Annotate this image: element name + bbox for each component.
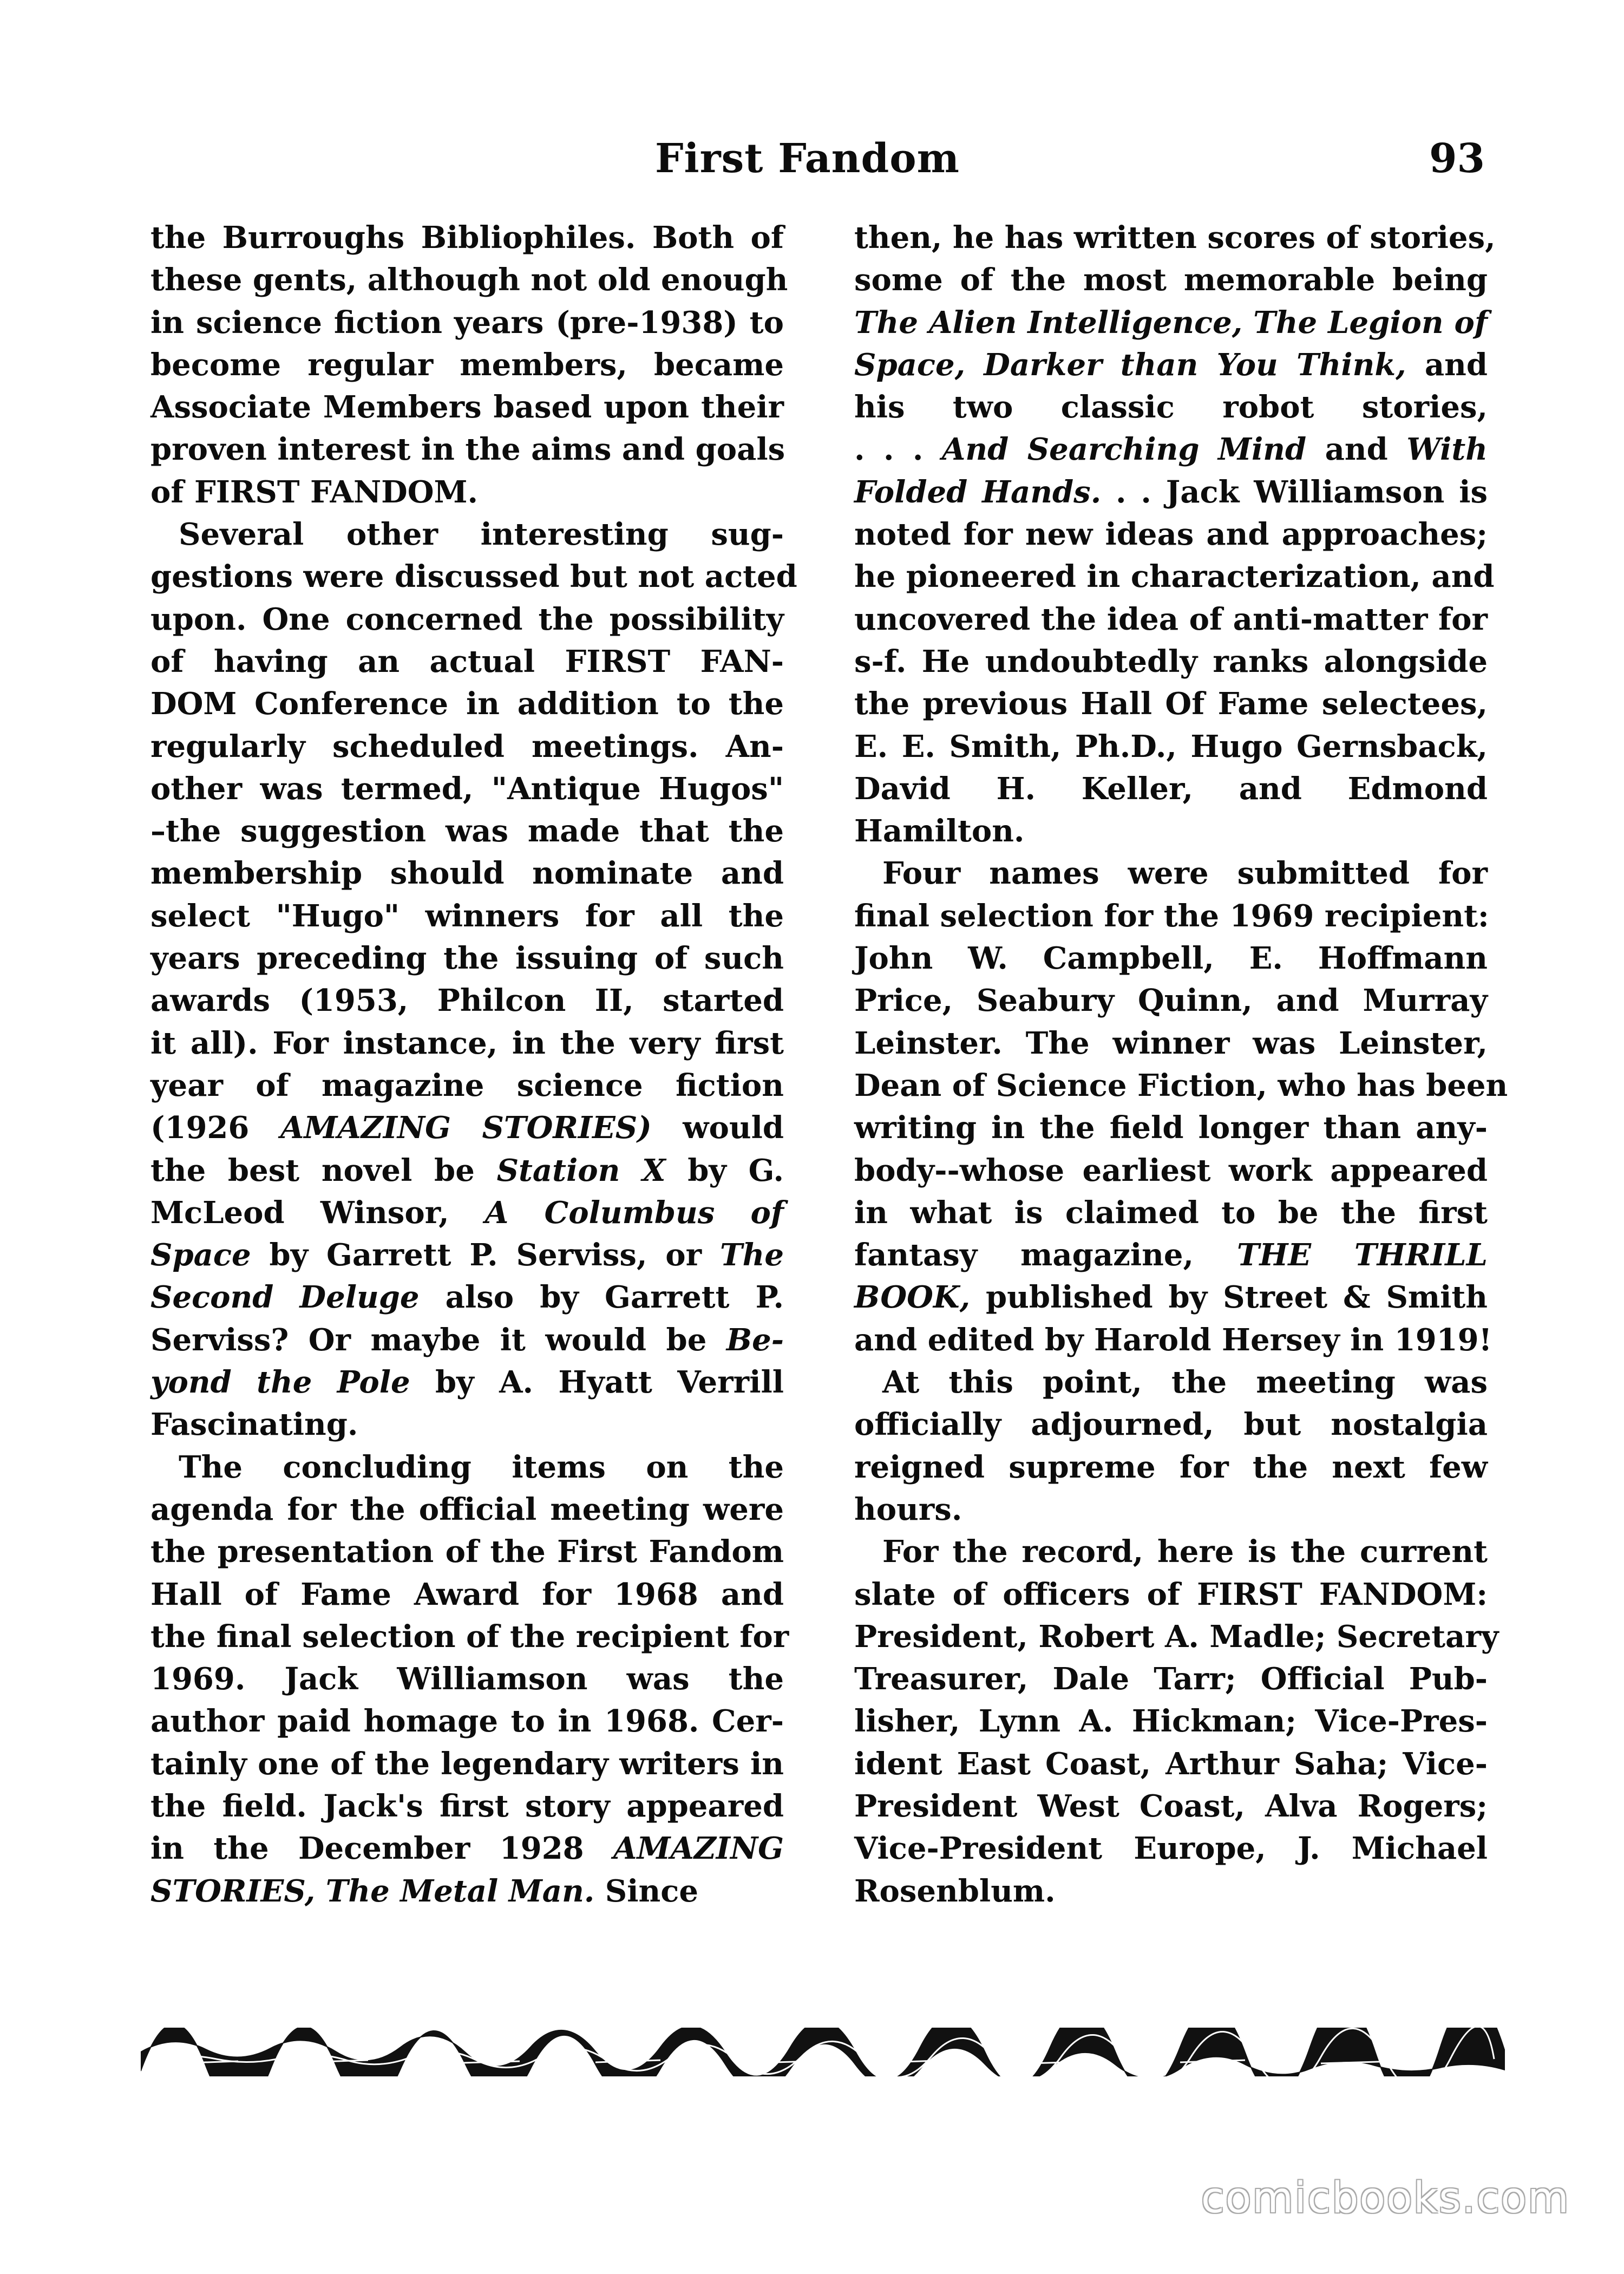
text-run: (1926 xyxy=(150,1110,280,1146)
text-run: McLeod Winsor, xyxy=(150,1194,485,1231)
text-line: At this point, the meeting was xyxy=(882,1364,1488,1401)
text-line: tainly one of the legendary writers in xyxy=(150,1746,784,1782)
text-line xyxy=(150,1276,784,1318)
text-line xyxy=(854,471,1488,513)
text-line xyxy=(854,428,1488,471)
text-line: slate of officers of FIRST FANDOM: xyxy=(854,1576,1488,1612)
page-number: 93 xyxy=(1429,135,1485,182)
text-line: his two classic robot stories, xyxy=(854,389,1488,426)
italic-title: And Searching Mind xyxy=(941,432,1307,468)
italic-title: Second Deluge xyxy=(150,1279,420,1316)
text-line: the final selection of the recipient for xyxy=(150,1618,789,1655)
text-column-left xyxy=(150,217,797,1912)
text-line: John W. Campbell, E. Hoffmann xyxy=(854,940,1488,977)
text-line xyxy=(854,302,1488,344)
italic-title: Space xyxy=(150,1237,251,1273)
text-run: in the December 1928 xyxy=(150,1831,614,1867)
text-line: it all). For instance, in the very first xyxy=(150,1025,784,1061)
text-line: then, he has written scores of stories, xyxy=(854,220,1496,256)
text-line: –the suggestion was made that the xyxy=(150,813,784,850)
italic-title: With xyxy=(1406,432,1488,468)
text-run: . . Jack Williamson is xyxy=(1101,474,1488,510)
text-run: the best novel be xyxy=(150,1152,497,1188)
text-line: membership should nominate and xyxy=(150,855,784,892)
text-line: For the record, here is the current xyxy=(882,1534,1488,1570)
text-line: Four names were submitted for xyxy=(882,855,1488,892)
text-line: Price, Seabury Quinn, and Murray xyxy=(854,983,1488,1019)
text-column-right xyxy=(854,217,1508,1912)
text-line: some of the most memorable being xyxy=(854,262,1488,298)
text-line: regularly scheduled meetings. An- xyxy=(150,728,784,764)
italic-title: The xyxy=(719,1237,784,1273)
text-line: become regular members, became xyxy=(150,347,784,383)
italic-title: The Alien Intelligence, The Legion of xyxy=(854,304,1488,341)
text-line: author paid homage to in 1968. Cer- xyxy=(150,1703,784,1740)
text-line: Rosenblum. xyxy=(854,1873,1056,1909)
text-line: E. E. Smith, Ph.D., Hugo Gernsback, xyxy=(854,728,1488,764)
text-line: President, Robert A. Madle; Secretary xyxy=(854,1618,1499,1655)
text-line: of FIRST FANDOM. xyxy=(150,474,478,510)
text-line: other was termed, "Antique Hugos" xyxy=(150,770,784,807)
text-line: noted for new ideas and approaches; xyxy=(854,517,1488,553)
text-run: by Garrett P. Serviss, or xyxy=(251,1237,720,1273)
text-line: of having an actual FIRST FAN- xyxy=(150,643,784,679)
watermark: comicbooks.com xyxy=(1201,2174,1570,2223)
text-line xyxy=(150,1192,784,1234)
text-run: also by Garrett P. xyxy=(419,1279,784,1316)
italic-title: yond the Pole xyxy=(150,1364,410,1401)
text-run: Serviss? Or maybe it would be xyxy=(150,1322,726,1358)
text-line: Vice-President Europe, J. Michael xyxy=(854,1831,1488,1867)
italic-title: AMAZING xyxy=(613,1831,784,1867)
text-run: published by Street & Smith xyxy=(970,1279,1488,1316)
text-run: and xyxy=(1406,347,1488,383)
text-line: Hamilton. xyxy=(854,813,1025,850)
text-line: s-f. He undoubtedly ranks alongside xyxy=(854,643,1488,679)
text-line xyxy=(150,1107,784,1149)
text-line: final selection for the 1969 recipient: xyxy=(854,898,1489,934)
text-run: . . . xyxy=(854,432,942,468)
italic-title: Be- xyxy=(726,1322,784,1358)
text-run: fantasy magazine, xyxy=(854,1237,1237,1273)
text-line: lisher, Lynn A. Hickman; Vice-Pres- xyxy=(854,1703,1488,1740)
text-line: 1969. Jack Williamson was the xyxy=(150,1661,784,1697)
italic-title: Station X xyxy=(496,1152,666,1188)
text-line: year of magazine science fiction xyxy=(150,1067,784,1103)
text-line xyxy=(150,1361,784,1403)
text-line xyxy=(150,1827,784,1870)
text-line: Dean of Science Fiction, who has been xyxy=(854,1067,1508,1103)
wavy-divider-ornament xyxy=(141,2028,1505,2076)
italic-title: THE THRILL xyxy=(1236,1237,1488,1273)
text-line: writing in the field longer than any- xyxy=(854,1110,1488,1146)
text-line: reigned supreme for the next few xyxy=(854,1449,1488,1485)
text-run: and xyxy=(1306,432,1407,468)
text-line: Hall of Fame Award for 1968 and xyxy=(150,1576,784,1612)
text-line: Leinster. The winner was Leinster, xyxy=(854,1025,1488,1061)
text-line: Fascinating. xyxy=(150,1407,358,1443)
text-line: The concluding items on the xyxy=(179,1449,784,1485)
text-line: the Burroughs Bibliophiles. Both of xyxy=(150,220,784,256)
text-line: hours. xyxy=(854,1491,962,1527)
running-head: First Fandom xyxy=(655,135,960,182)
text-run: Since xyxy=(594,1873,698,1909)
text-line: the presentation of the First Fandom xyxy=(150,1534,784,1570)
text-line: the field. Jack's first story appeared xyxy=(150,1788,784,1824)
text-line: Associate Members based upon their xyxy=(150,389,784,426)
text-line: the previous Hall Of Fame selectees, xyxy=(854,686,1488,722)
text-line: officially adjourned, but nostalgia xyxy=(854,1407,1488,1443)
text-line: select "Hugo" winners for all the xyxy=(150,898,784,934)
text-run: by A. Hyatt Verrill xyxy=(410,1364,784,1401)
text-line: proven interest in the aims and goals xyxy=(150,432,785,468)
text-line xyxy=(854,1276,1488,1318)
text-line: in what is claimed to be the first xyxy=(854,1194,1488,1231)
text-line: and edited by Harold Hersey in 1919! xyxy=(854,1322,1492,1358)
italic-title: STORIES, The Metal Man. xyxy=(150,1873,595,1909)
text-line: agenda for the official meeting were xyxy=(150,1491,784,1527)
text-line: these gents, although not old enough xyxy=(150,262,788,298)
text-line: DOM Conference in addition to the xyxy=(150,686,784,722)
text-line: David H. Keller, and Edmond xyxy=(854,770,1488,807)
text-line: years preceding the issuing of such xyxy=(150,940,784,977)
text-line: upon. One concerned the possibility xyxy=(150,601,784,637)
text-line xyxy=(854,344,1488,386)
italic-title: Space, Darker than You Think, xyxy=(854,347,1406,383)
text-line: body--whose earliest work appeared xyxy=(854,1152,1488,1188)
text-line xyxy=(150,1149,784,1192)
italic-title: A Columbus of xyxy=(484,1194,784,1231)
italic-title: AMAZING STORIES) xyxy=(280,1110,652,1146)
text-line: President West Coast, Alva Rogers; xyxy=(854,1788,1488,1824)
text-line: he pioneered in characterization, and xyxy=(854,559,1495,595)
text-line: uncovered the idea of anti-matter for xyxy=(854,601,1488,637)
text-line xyxy=(150,1234,784,1276)
text-line: awards (1953, Philcon II, started xyxy=(150,983,784,1019)
text-run: would xyxy=(651,1110,784,1146)
text-run: by G. xyxy=(665,1152,784,1188)
text-line: gestions were discussed but not acted xyxy=(150,559,797,595)
text-line: ident East Coast, Arthur Saha; Vice- xyxy=(854,1746,1488,1782)
text-line xyxy=(150,1319,784,1361)
italic-title: Folded Hands. xyxy=(854,474,1102,510)
text-line xyxy=(150,1870,784,1912)
italic-title: BOOK, xyxy=(854,1279,971,1316)
text-line xyxy=(854,1234,1488,1276)
text-line: Several other interesting sug- xyxy=(179,517,784,553)
text-line: Treasurer, Dale Tarr; Official Pub- xyxy=(854,1661,1488,1697)
text-line: in science fiction years (pre-1938) to xyxy=(150,304,784,341)
